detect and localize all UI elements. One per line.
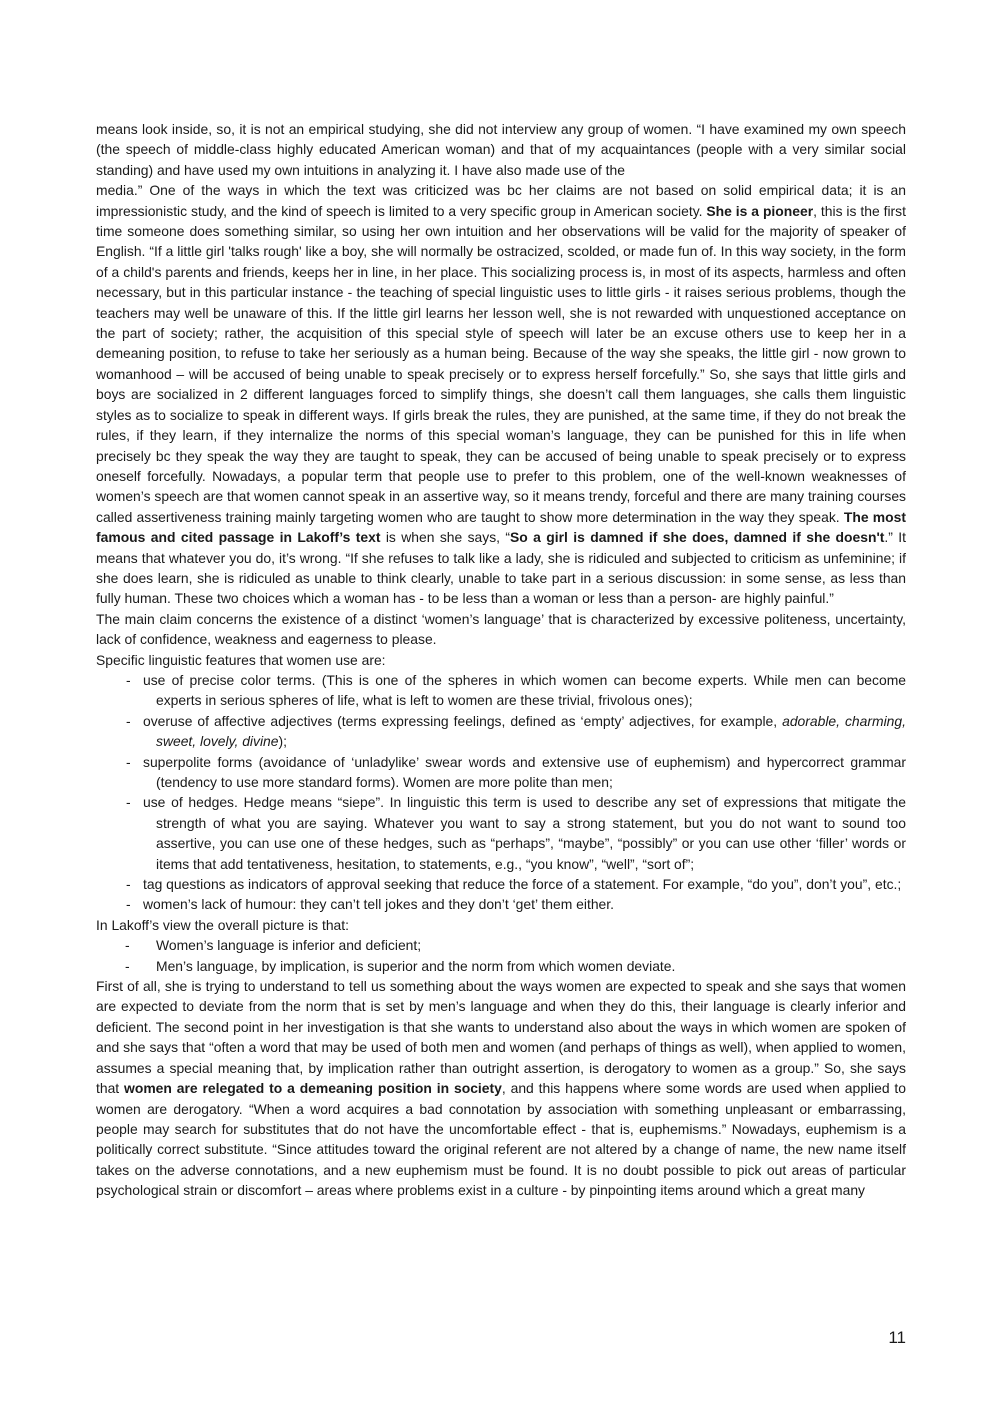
- page-number: 11: [888, 1328, 906, 1347]
- list-item: - women’s lack of humour: they can’t tell jokes and they don’t ‘get’ them either.: [143, 894, 906, 914]
- document-body: [96, 119, 906, 1201]
- paragraph: First of all, she is trying to understand to tell us something about the ways women are expected to speak and she says that women are expected to deviate from the norm that is set by men’s language and when they do this, their language is clearly inferior and deficient. The second point in her investigation is that she wants to understand also about the ways in which women are spoken of and she says that “often a word that may be used of both men and women (and perhaps of things as well), when applied to women, assumes a special meaning that, by implication rather than outright assertion, is derogatory to women as a group.” So, she says that women are relegated to a demeaning position in society, and this happens where some words are used when applied to women are derogatory. “When a word acquires a bad connotation by association with something unpleasant or embarrassing, people may search for substitutes that do not have the uncomfortable effect - that is, euphemisms.” Nowadays, euphemism is a politically correct substitute. “Since attitudes toward the original referent are not altered by a change of name, the new name itself takes on the adverse connotations, and a new euphemism must be found. It is no doubt possible to pick out areas of particular psychological strain or discomfort – areas where problems exist in a culture - by pinpointing items around which a great many: [96, 978, 907, 1199]
- list-item: - superpolite forms (avoidance of ‘unladylike’ swear words and extensive use of euphemism) and hypercorrect grammar (tendency to use more standard forms). Women are more polite than men;: [143, 752, 906, 793]
- view-list: [96, 935, 906, 976]
- bold-phrase: She is a pioneer: [706, 202, 814, 219]
- paragraph: means look inside, so, it is not an empirical studying, she did not interview any group of women. “I have examined my own speech (the speech of middle-class highly educated American woman) and that of my acquaintances (people with a very similar social standing) and have used my own intuitions in analyzing it. I have also made use of the: [96, 121, 906, 178]
- bold-phrase: women are relegated to a demeaning position in society: [124, 1080, 502, 1097]
- bold-phrase: So a girl is damned if she does, damned if she doesn't: [510, 529, 885, 546]
- list-intro: In Lakoff’s view the overall picture is that:: [96, 916, 349, 933]
- paragraph: The main claim concerns the existence of a distinct ‘women’s language’ that is characterized by excessive politeness, uncertainty, lack of confidence, weakness and eagerness to please.: [96, 610, 906, 648]
- list-item: - Men’s language, by implication, is superior and the norm from which women deviate.: [156, 956, 906, 976]
- list-item: - Women’s language is inferior and deficient;: [156, 935, 906, 955]
- paragraph: media.” One of the ways in which the text was criticized was bc her claims are not based on solid empirical data; it is an impressionistic study, and the kind of speech is limited to a very specific group in American society. She is a pioneer, this is the first time someone does something similar, so using her own intuition and her observations will be valid for the majority of speaker of English. “If a little girl 'talks rough' like a boy, she will normally be ostracized, scolded, or made fun of. In this way society, in the form of a child's parents and friends, keeps her in line, in her place. This socializing process is, in most of its aspects, harmless and often necessary, but in this particular instance - the teaching of special linguistic uses to little girls - it raises serious problems, though the teachers may well be unaware of this. If the little girl learns her lesson well, she is not rewarded with unquestioned acceptance on the part of society; rather, the acquisition of this special style of speech will later be an excuse others use to keep her in a demeaning position, to refuse to take her seriously as a human being. Because of the way she speaks, the little girl - now grown to womanhood – will be accused of being unable to speak precisely or to express herself forcefully.” So, she says that little girls and boys are socialized in 2 different languages forced to simplify things, she doesn’t call them languages, she calls them linguistic styles as to socialize to speak in different ways. If girls break the rules, they are punished, at the same time, if they do not break the rules, if they learn, if they internalize the norms of this special woman’s language, they can be punished for this in life when precisely bc they speak the way they are taught to speak, they can be accused of being unable to speak precisely or to express oneself forcefully. Nowadays, a popular term that people use to prefer to this problem, one of the well-known weaknesses of women’s speech are that women cannot speak in an assertive way, so it means trendy, forceful and there are many training courses called assertiveness training mainly targeting women who are taught to show more determination in the way they speak. The most famous and cited passage in Lakoff’s text is when she says, “So a girl is damned if she does, damned if she doesn't.” It means that whatever you do, it’s wrong. “If she refuses to talk like a lady, she is ridiculed and subjected to criticism as unfeminine; if she does learn, she is ridiculed as unable to think clearly, unable to take part in a serious discussion: in some sense, as less than fully human. These two choices which a woman has - to be less than a woman or less than a person- are highly painful.”: [96, 182, 906, 607]
- list-item: - use of precise color terms. (This is one of the spheres in which women can become experts. While men can become experts in serious spheres of life, what is left to women are these trivial, frivolous ones);: [143, 670, 906, 711]
- features-list: [96, 670, 906, 915]
- list-intro: Specific linguistic features that women use are:: [96, 651, 386, 668]
- bold-phrase: The most famous and cited passage in Lakoff’s text: [96, 508, 906, 546]
- list-item: - use of hedges. Hedge means “siepe”. In linguistic this term is used to describe any set of expressions that mitigate the strength of what you are saying. Whatever you want to say a strong statement, but you do not want to sound too assertive, you can use one of these hedges, such as “perhaps”, “maybe”, “possibly” or you can use other ‘filler’ words or items that add tentativeness, hesitation, to statements, e.g., “you know”, “well”, “sort of”;: [143, 792, 906, 874]
- list-item: - tag questions as indicators of approval seeking that reduce the force of a statement. For example, “do you”, don’t you”, etc.;: [143, 874, 906, 894]
- list-item: - overuse of affective adjectives (terms expressing feelings, defined as ‘empty’ adjectives, for example, adorable, charming, sweet, lovely, divine);: [143, 711, 906, 752]
